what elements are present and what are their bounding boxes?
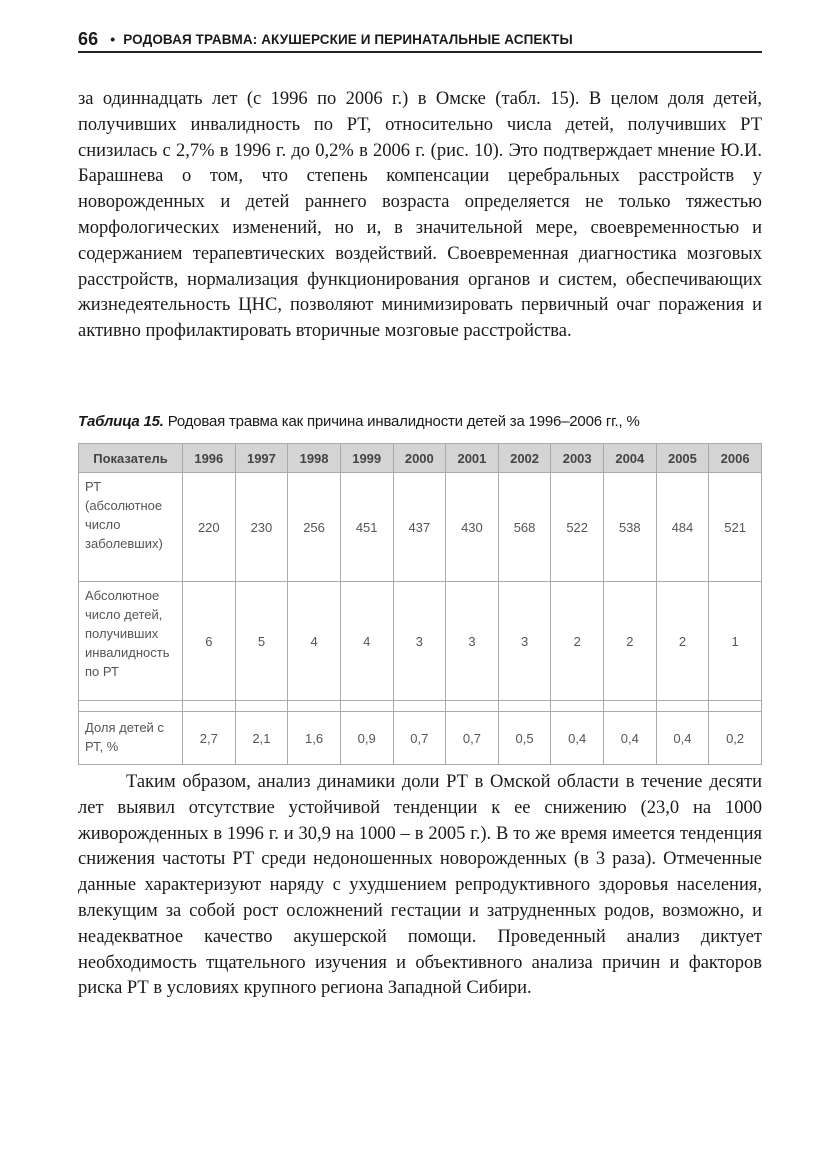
body-paragraph-1: за одиннадцать лет (с 1996 по 2006 г.) в Омске (табл. 15). В целом доля детей, получивших инвалидность по РТ, относительно числа детей, получивших РТ снизилась с 2,7% в 1996 г. до 0,2% в 2006 г. (рис. 10). Это подтверждает мнение Ю.И. Барашнева о том, что степень компенсации церебральных расстройств у новорожденных и детей раннего возраста определяется не только тяжестью морфологических изменений, но и, в значительной мере, своевременностью и содержанием терапевтических воздействий. Своевременная диагностика мозговых расстройств, нормализация функционирования органов и систем, обеспечивающих жизнедеятельность ЦНС, позволяют минимизировать первичный очаг поражения и активно профилактировать вторичные мозговые расстройства. [78,89,762,342]
table-cell: 0,4 [551,712,604,765]
row-label: Доля детей с РТ, % [79,712,183,765]
row-label: РТ (абсолютное число заболевших) [79,473,183,582]
table-cell: 430 [446,473,499,582]
table-cell: 230 [235,473,288,582]
data-table [78,443,762,765]
column-header: 2006 [709,444,762,473]
column-header: 2004 [604,444,657,473]
table-cell: 522 [551,473,604,582]
table-cell: 2 [604,582,657,701]
table-cell: 521 [709,473,762,582]
spacer-cell [288,701,341,712]
table-cell: 3 [446,582,499,701]
table-cell: 0,4 [656,712,709,765]
table-cell: 0,7 [446,712,499,765]
table-cell: 0,5 [498,712,551,765]
running-title: РОДОВАЯ ТРАВМА: АКУШЕРСКИЕ И ПЕРИНАТАЛЬНЫЕ АСПЕКТЫ [123,31,573,47]
table-cell: 2 [551,582,604,701]
spacer-cell [340,701,393,712]
table-cell: 256 [288,473,341,582]
table-header-row [79,444,762,473]
column-header: 1998 [288,444,341,473]
table-cell: 538 [604,473,657,582]
spacer-cell [79,701,183,712]
table-cell: 3 [498,582,551,701]
spacer-cell [235,701,288,712]
table-cell: 0,4 [604,712,657,765]
column-header: Показатель [79,444,183,473]
table-row [79,582,762,701]
table-cell: 2,1 [235,712,288,765]
column-header: 1996 [183,444,236,473]
column-header: 2005 [656,444,709,473]
body-paragraph-2: Таким образом, анализ динамики доли РТ в Омской области в течение десяти лет выявил отсутствие устойчивой тенденции к ее снижению (23,0 на 1000 живорожденных в 1996 г. и 30,9 на 1000 – в 2005 г.). В то же время имеется тенденция снижения частоты РТ среди недоношенных новорожденных (в 3 раза). Отмеченные данные характеризуют наряду с ухудшением репродуктивного здоровья населения, влекущим за собой рост осложнений гестации и затрудненных родов, возможно, и неадекватное качество акушерской помощи. Проведенный анализ диктует необходимость тщательного изучения и объективного анализа причин и факторов риска РТ в условиях крупного региона Западной Сибири. [78,772,762,999]
running-header [78,28,762,50]
spacer-cell [446,701,499,712]
table-caption [78,413,762,430]
header-bullet: • [110,31,116,47]
row-label: Абсолютное число детей, получивших инвалидность по РТ [79,582,183,701]
spacer-cell [709,701,762,712]
table-cell: 220 [183,473,236,582]
table-cell: 1 [709,582,762,701]
table-cell: 3 [393,582,446,701]
column-header: 2002 [498,444,551,473]
column-header: 2000 [393,444,446,473]
table-spacer-row [79,701,762,712]
table-cell: 4 [288,582,341,701]
column-header: 2003 [551,444,604,473]
table-caption-label: Таблица 15. [78,413,164,430]
table-cell: 6 [183,582,236,701]
page-number: 66 [78,28,99,49]
table-cell: 451 [340,473,393,582]
spacer-cell [498,701,551,712]
table-caption-text: Родовая травма как причина инвалидности детей за 1996–2006 гг., % [163,413,640,430]
spacer-cell [656,701,709,712]
column-header: 2001 [446,444,499,473]
table-cell: 4 [340,582,393,701]
table-cell: 484 [656,473,709,582]
table-cell: 0,2 [709,712,762,765]
table-row [79,473,762,582]
table-cell: 568 [498,473,551,582]
spacer-cell [551,701,604,712]
table-cell: 0,9 [340,712,393,765]
table-cell: 437 [393,473,446,582]
table-cell: 0,7 [393,712,446,765]
column-header: 1999 [340,444,393,473]
spacer-cell [183,701,236,712]
table-row [79,712,762,765]
spacer-cell [393,701,446,712]
header-rule [78,51,762,53]
table-cell: 2,7 [183,712,236,765]
table-cell: 1,6 [288,712,341,765]
column-header: 1997 [235,444,288,473]
table-cell: 5 [235,582,288,701]
spacer-cell [604,701,657,712]
table-cell: 2 [656,582,709,701]
